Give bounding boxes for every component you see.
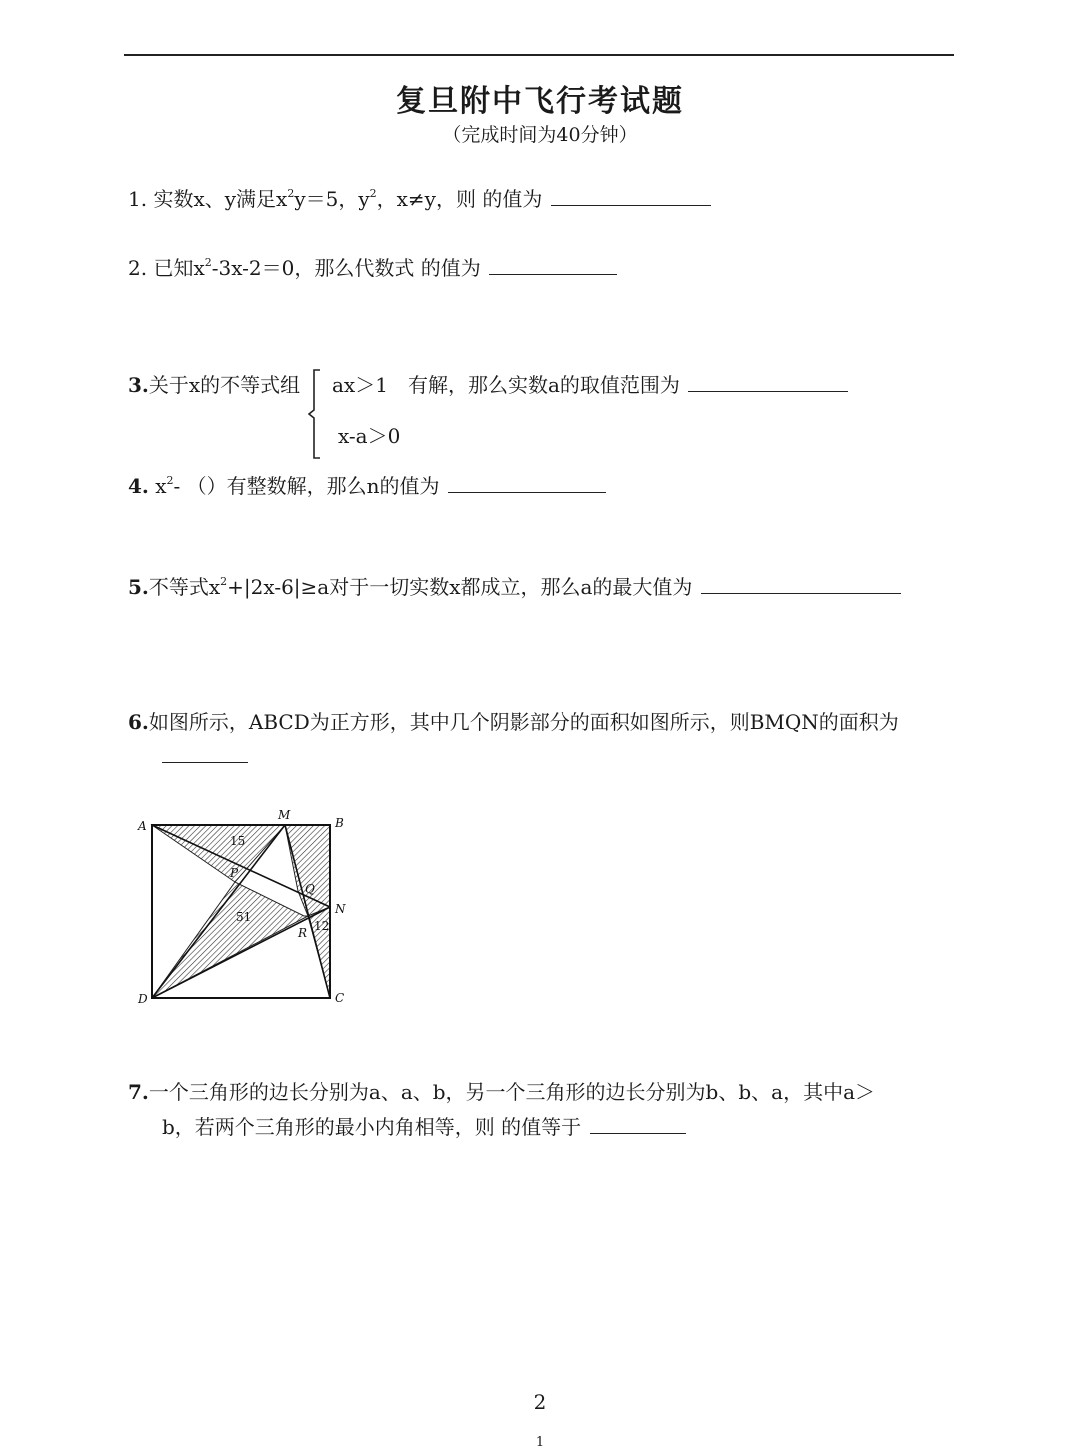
superscript: 2 — [220, 575, 228, 588]
label-r: R — [298, 926, 308, 940]
question-number: 4. — [128, 474, 149, 498]
page-number: 2 — [533, 1390, 547, 1414]
label-m: M — [278, 808, 291, 822]
label-p: P — [230, 866, 239, 880]
question-number: 1. — [128, 187, 148, 211]
question-number: 3. — [128, 373, 149, 397]
label-q: Q — [305, 882, 315, 896]
question-2 — [128, 252, 617, 281]
top-rule — [124, 54, 954, 56]
answer-blank[interactable] — [590, 1132, 686, 1134]
question-7-line-2 — [162, 1111, 686, 1140]
left-brace-icon — [308, 368, 322, 460]
inequality-line-1: ax＞1 — [332, 373, 388, 397]
question-4 — [128, 470, 606, 499]
area-label-15: 15 — [230, 834, 246, 848]
shaded-region-bmqn — [285, 825, 330, 916]
superscript: 2 — [166, 474, 174, 487]
question-3-tail — [408, 369, 848, 398]
question-5 — [128, 571, 901, 600]
superscript: 2 — [204, 256, 212, 269]
question-text: 如图所示，ABCD为正方形，其中几个阴影部分的面积如图所示，则BMQN的面积为 — [148, 710, 899, 734]
question-text: y＝5，y — [294, 187, 370, 211]
superscript: 2 — [369, 187, 377, 200]
footer-number: 1 — [535, 1435, 545, 1450]
label-a: A — [138, 819, 147, 833]
answer-blank[interactable] — [448, 491, 606, 493]
question-text: 一个三角形的边长分别为a、a、b，另一个三角形的边长分别为b、b、a，其中a＞ — [148, 1080, 875, 1104]
question-text: 有解，那么实数a的取值范围为 — [408, 373, 680, 397]
question-text: ，x≠y，则 的值为 — [376, 187, 543, 211]
question-text: +|2x-6|≥a对于一切实数x都成立，那么a的最大值为 — [227, 575, 693, 599]
question-number: 6. — [128, 710, 149, 734]
answer-blank[interactable] — [162, 762, 248, 763]
question-number: 2. — [128, 256, 148, 280]
question-text: - （）有整数解，那么n的值为 — [173, 474, 440, 498]
label-b: B — [335, 816, 344, 830]
answer-blank[interactable] — [688, 390, 848, 392]
label-d: D — [138, 992, 148, 1006]
page-title: 复旦附中飞行考试题 — [396, 84, 684, 119]
question-3-stem — [128, 369, 300, 398]
question-text: b，若两个三角形的最小内角相等，则 的值等于 — [162, 1115, 582, 1139]
question-text: 关于x的不等式组 — [148, 373, 301, 397]
question-number: 7. — [128, 1080, 149, 1104]
question-text: 已知x — [153, 256, 205, 280]
question-text: 实数x、y满足x — [153, 187, 288, 211]
question-text: -3x-2＝0，那么代数式 的值为 — [211, 256, 481, 280]
question-text: x — [155, 474, 167, 498]
area-label-51: 51 — [236, 910, 252, 924]
question-text: 不等式x — [148, 575, 221, 599]
label-n: N — [335, 902, 346, 916]
question-1 — [128, 183, 711, 212]
answer-blank[interactable] — [489, 273, 617, 275]
question-number: 5. — [128, 575, 149, 599]
question-7-line-1 — [128, 1076, 875, 1105]
question-6 — [128, 706, 899, 735]
answer-blank[interactable] — [701, 592, 901, 594]
area-label-12: 12 — [314, 919, 330, 933]
inequality-line-2: x-a＞0 — [338, 424, 401, 448]
label-c: C — [335, 991, 345, 1005]
shaded-triangle-51 — [152, 882, 308, 998]
superscript: 2 — [287, 187, 295, 200]
answer-blank[interactable] — [551, 204, 711, 206]
page-subtitle: （完成时间为40分钟） — [442, 124, 638, 146]
square-figure — [130, 805, 360, 1010]
